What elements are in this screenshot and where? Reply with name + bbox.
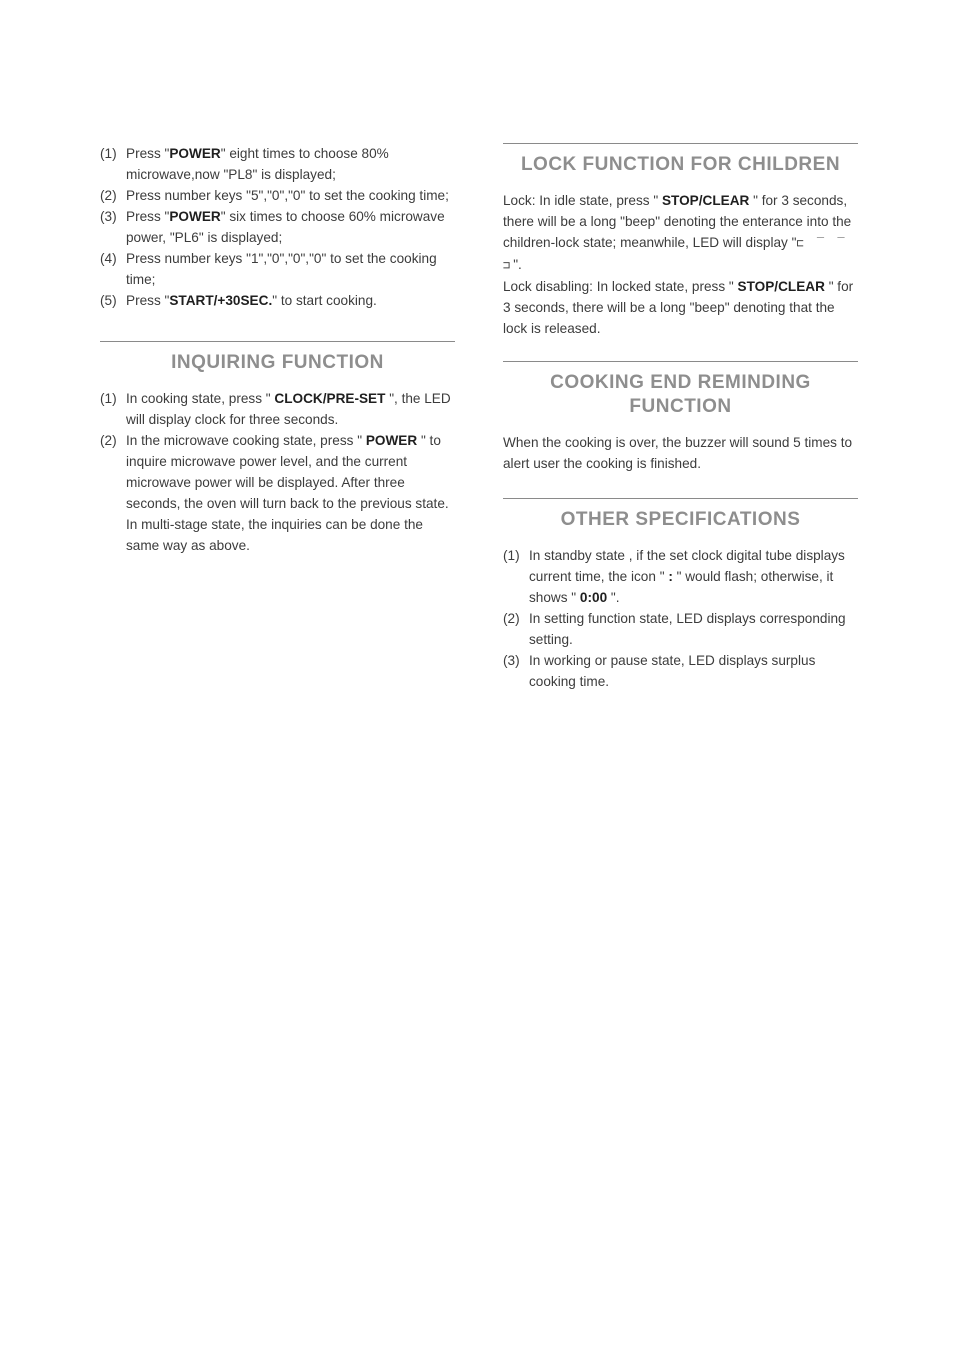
- list-item-number: (2): [503, 611, 520, 626]
- left-column: [100, 143, 455, 692]
- section-title-other-specifications: OTHER SPECIFICATIONS: [560, 509, 801, 530]
- list-item-text: Press number keys "1","0","0","0" to set the cooking time;: [126, 251, 437, 287]
- list-item: [100, 206, 455, 248]
- list-item-number: (3): [503, 653, 520, 668]
- list-item: [100, 388, 455, 430]
- list-item-text: Press "START/+30SEC." to start cooking.: [126, 293, 377, 308]
- lock-disabling-paragraph: Lock disabling: In locked state, press " STOP/CLEAR " for 3 seconds, there will be a long "beep" denoting that the lock is released.: [503, 279, 854, 336]
- section-divider: [503, 143, 858, 144]
- list-item-text: In standby state , if the set clock digital tube displays current time, the icon " : " would flash; otherwise, it shows " 0:00 ".: [529, 548, 845, 605]
- power-steps-list: [100, 143, 455, 311]
- section-title-inquiring-function: INQUIRING FUNCTION: [171, 352, 384, 373]
- list-item-number: (2): [100, 433, 117, 448]
- section-title-lock-function: LOCK FUNCTION FOR CHILDREN: [520, 154, 841, 175]
- section-title-cooking-end: COOKING END REMINDING FUNCTION: [550, 372, 811, 417]
- right-column: [503, 143, 858, 692]
- section-cooking-end: [503, 361, 858, 474]
- list-item: [503, 650, 858, 692]
- section-divider: [503, 498, 858, 499]
- section-lock-function: [503, 143, 858, 339]
- list-item: [100, 430, 455, 556]
- list-item: [100, 290, 455, 311]
- cooking-end-paragraph: When the cooking is over, the buzzer will sound 5 times to alert user the cooking is finished.: [503, 435, 853, 471]
- list-item: [100, 248, 455, 290]
- other-specs-list: [503, 545, 858, 692]
- list-item-number: (4): [100, 251, 117, 266]
- section-inquiring-function: [100, 341, 455, 556]
- page-content: [100, 143, 858, 692]
- list-item-text: In cooking state, press " CLOCK/PRE-SET ", the LED will display clock for three seconds.: [126, 391, 451, 427]
- list-item-number: (1): [100, 146, 117, 161]
- list-item: [100, 143, 455, 185]
- list-item-text: In the microwave cooking state, press " POWER " to inquire microwave power level, and the current microwave power will be displayed. After three seconds, the oven will turn back to the previous state. In multi-stage state, the inquiries can be done the same way as above.: [126, 433, 449, 553]
- list-item-number: (1): [100, 391, 117, 406]
- section-other-specifications: [503, 498, 858, 692]
- list-item-text: In working or pause state, LED displays surplus cooking time.: [529, 653, 816, 689]
- section-divider: [503, 361, 858, 362]
- list-item-text: Press number keys "5","0","0" to set the cooking time;: [126, 188, 449, 203]
- inquiring-list: [100, 388, 455, 556]
- list-item-text: In setting function state, LED displays corresponding setting.: [529, 611, 846, 647]
- list-item-number: (1): [503, 548, 520, 563]
- list-item: [503, 545, 858, 608]
- section-divider: [100, 341, 455, 342]
- list-item-number: (5): [100, 293, 117, 308]
- list-item-text: Press "POWER" six times to choose 60% microwave power, "PL6" is displayed;: [126, 209, 445, 245]
- lock-paragraph: Lock: In idle state, press " STOP/CLEAR " for 3 seconds, there will be a long "beep" denoting the enterance into the children-lock state; meanwhile, LED will display "⊏ ‾ ‾ ⊐".: [503, 193, 852, 272]
- list-item: [503, 608, 858, 650]
- list-item-number: (2): [100, 188, 117, 203]
- list-item-number: (3): [100, 209, 117, 224]
- list-item: [100, 185, 455, 206]
- list-item-text: Press "POWER" eight times to choose 80% microwave,now "PL8" is displayed;: [126, 146, 389, 182]
